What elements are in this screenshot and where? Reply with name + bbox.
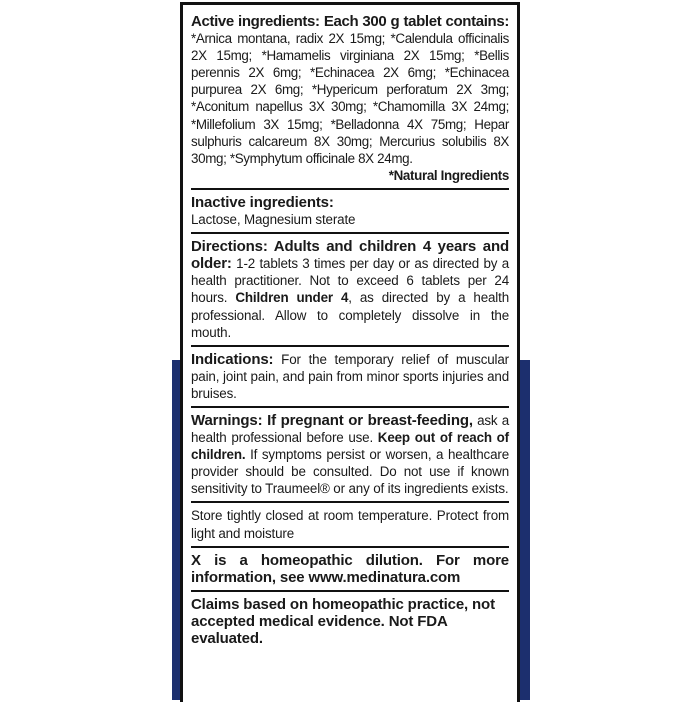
indications-section [191,351,509,408]
warnings-heading: Warnings: If pregnant or breast-feeding, [191,411,473,429]
directions-section [191,238,509,347]
directions-children-under-4: Children under 4 [235,290,349,306]
dilution-text: X is a homeopathic dilution. For more information, see www.medinatura.com [191,551,509,586]
warnings-text-2: If symptoms persist or worsen, a healthcare provider should be consulted. Do not use if known sensitivity to Traumeel® or any of its ingredients exists. [191,447,509,497]
active-ingredients-heading: Active ingredients: Each 300 g tablet contains: [191,13,509,30]
dilution-section [191,552,509,592]
indications-text: For the temporary relief of muscular pain, joint pain, and pain from minor sports injuries and bruises. [191,351,509,401]
drug-facts-label [180,2,520,702]
inactive-ingredients-text: Lactose, Magnesium sterate [191,212,356,228]
claims-section [191,596,509,651]
indications-heading: Indications: [191,350,274,368]
active-ingredients-text: *Arnica montana, radix 2X 15mg; *Calendula officinalis 2X 15mg; *Hamamelis virginiana 2X 15mg; *Bellis perennis 2X 6mg; *Echinacea 2X 6mg; *Echinacea purpurea 2X 6mg; *Hypericum perforatum 2X 3mg; *Aconitum napellus 3X 30mg; *Chamomilla 3X 24mg; *Millefolium 3X 15mg; *Belladonna 4X 75mg; Hepar sulphuris calcareum 8X 30mg; Mercurius solubilis 8X 30mg; *Symphytum officinale 8X 24mg. [191,31,509,166]
natural-ingredients-note: *Natural Ingredients [388,167,509,183]
directions-text: 1-2 tablets 3 times per day or as directed by a health practitioner. Not to exceed 6 tablets per 24 hours. [191,256,509,306]
directions-heading: Directions: Adults and children 4 years and older: [191,238,509,273]
warnings-text: ask a health professional before use. [191,412,509,446]
directions-text-2: , as directed by a health professional. Allow to completely dissolve in the mouth. [191,290,509,340]
storage-section [191,507,509,547]
inactive-ingredients-heading: Inactive ingredients: [191,193,334,211]
warnings-section [191,412,509,503]
claims-text: Claims based on homeopathic practice, not accepted medical evidence. Not FDA evaluated. [191,595,495,647]
storage-text: Store tightly closed at room temperature. Protect from light and moisture [191,508,509,541]
keep-out-of-reach: Keep out of reach of children. [191,430,509,463]
active-ingredients-section [191,13,509,190]
inactive-ingredients-section [191,194,509,234]
